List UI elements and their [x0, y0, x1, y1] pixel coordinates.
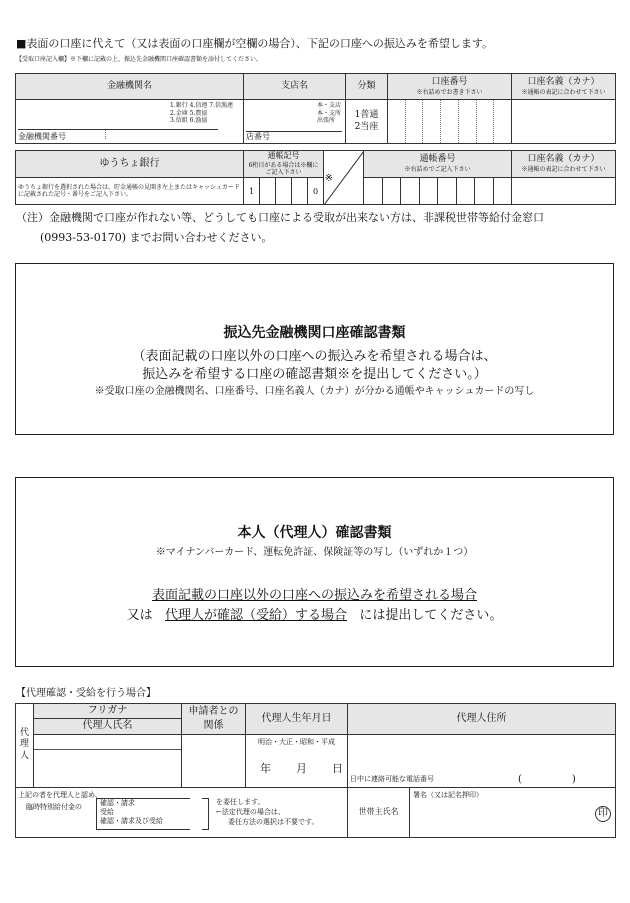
box1-title: 振込先金融機関口座確認書類: [223, 325, 406, 341]
relation-label: 申請者との 関係: [182, 704, 246, 735]
yucho-number-input[interactable]: [364, 178, 512, 205]
delegation-cell: 上記の者を代理人と認め、 臨時特別給付金の 確認・請求 受給 確認・請求及び受給 を委任します。 ←法定代理の場合は、 委任方法の選択は不要です。: [16, 787, 348, 837]
yucho-select-note: ゆうちょ銀行を選択された場合は、貯金通帳の見開き左上またはキャッシュカードに記載された記号・番号をご記入下さい。: [16, 178, 244, 205]
note-line-1: （注）金融機関で口座が作れない等、どうしても口座による受取が出来ない方は、非課税世帯等給付金窓口: [16, 211, 544, 224]
bank-account-table: [15, 73, 616, 144]
note-line-2: (0993-53-0170) までお問い合わせください。: [40, 231, 273, 244]
col-account-no: 口座番号 ※右詰めでお書き下さい: [388, 74, 512, 100]
col-holder: 口座名義（カナ） ※通帳の表記に合わせて下さい: [512, 74, 616, 100]
phone-label: 日中に連絡可能な電話番号: [350, 775, 434, 784]
yucho-symbol-input[interactable]: 1 0 ※: [244, 178, 324, 205]
birthdate-input[interactable]: 明治・大正・昭和・平成 年 月 日: [246, 734, 348, 787]
yucho-symbol-label: 通帳記号 6桁目がある場合は※欄に ご記入下さい: [244, 151, 324, 178]
institution-code-label: 金融機関番号: [18, 129, 218, 142]
box1-note: ※受取口座の金融機関名、口座番号、口座名義人（カナ）が分かる通帳やキャッシュカードの写し: [94, 385, 535, 397]
box2-line-1: 表面記載の口座以外の口座への振込みを希望される場合: [151, 588, 477, 604]
phone-input[interactable]: ( ): [518, 774, 576, 785]
seal-icon: 印: [595, 806, 611, 822]
account-type-select[interactable]: 1普通 2当座: [346, 100, 388, 144]
account-number-input[interactable]: [388, 100, 512, 144]
branch-code-label: 店番号: [246, 131, 342, 142]
yucho-account-table: [15, 150, 616, 205]
col-institution: 金融機関名: [16, 74, 244, 100]
agent-section-title: 【代理確認・受給を行う場合】: [16, 688, 156, 699]
intro-heading: ■表面の口座に代えて（又は表面の口座欄が空欄の場合）、下記の口座への振込みを希望します。: [16, 37, 494, 50]
delegation-options[interactable]: 確認・請求 受給 確認・請求及び受給: [96, 798, 190, 830]
asterisk-mark: ※: [324, 173, 333, 184]
address-label: 代理人住所: [348, 704, 616, 735]
agent-side-label: 代 理 人: [16, 704, 34, 788]
agent-name-label: 代理人氏名: [34, 718, 182, 734]
furigana-label: フリガナ: [34, 704, 182, 719]
yucho-holder-input[interactable]: [512, 178, 616, 205]
identity-document-box: [15, 477, 614, 667]
agent-name-input[interactable]: [34, 734, 182, 787]
box2-line-2: 又は 代理人が確認（受給）する場合 には提出してください。: [126, 608, 503, 624]
agent-table: [15, 703, 616, 838]
col-branch: 支店名: [244, 74, 346, 100]
branch-input[interactable]: 本・支店 本・支所 出張所 店番号: [244, 100, 346, 144]
address-input[interactable]: [348, 734, 616, 787]
box1-line-2: 振込みを希望する口座の確認書類※を提出してください。）: [142, 366, 487, 382]
account-holder-input[interactable]: [512, 100, 616, 144]
institution-input[interactable]: 1.銀行 4.信連 7.信漁連 2.金庫 5.農協 3.信組 6.漁協 金融機関番号: [16, 100, 244, 144]
box2-title: 本人（代理人）確認書類: [237, 525, 392, 541]
account-document-box: [15, 263, 614, 435]
birth-label: 代理人生年月日: [246, 704, 348, 735]
col-type: 分類: [346, 74, 388, 100]
householder-label: 世帯主氏名: [348, 787, 410, 837]
yucho-holder-label: 口座名義（カナ） ※通帳の表記に合わせて下さい: [512, 151, 616, 178]
intro-subnote: 【受取口座記入欄】※下欄に記載の上、振込先金融機関口座確認書類を添付してください。: [16, 56, 263, 63]
yucho-number-label: 通帳番号 ※右詰めでご記入下さい: [364, 151, 512, 178]
relation-input[interactable]: [182, 734, 246, 787]
yucho-bank-name: ゆうちょ銀行: [16, 151, 244, 178]
signature-input[interactable]: 署名（又は記名押印） 印: [410, 787, 616, 837]
box2-note: ※マイナンバーカード、運転免許証、保険証等の写し（いずれか１つ）: [155, 546, 474, 558]
box1-line-1: （表面記載の口座以外の口座への振込みを希望される場合は、: [132, 348, 497, 364]
